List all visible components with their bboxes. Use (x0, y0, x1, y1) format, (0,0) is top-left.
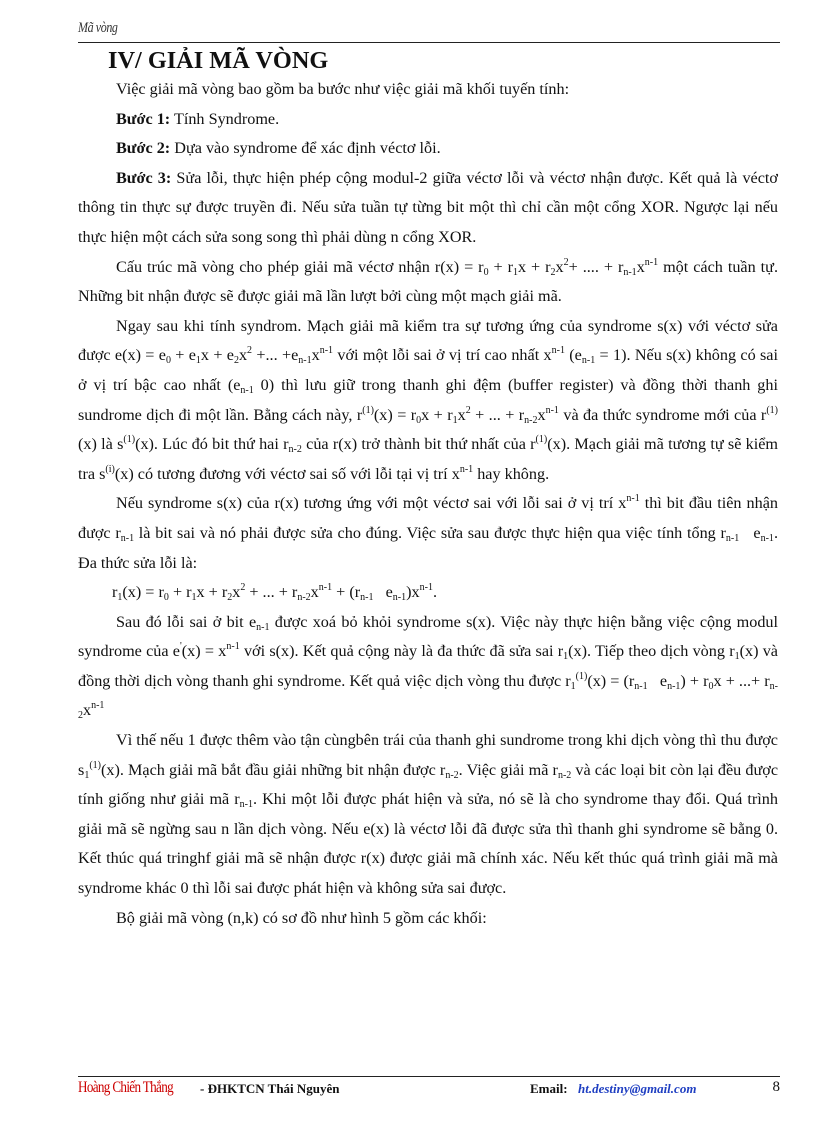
step-3-text: Sửa lỗi, thực hiện phép cộng modul-2 giữa véctơ lỗi và véctơ nhận được. Kết quả là véctơ thông tin thực sự được truyền đi. Nếu sửa tuần tự từng bit một thì chỉ cần một cổng XOR. Ngược lại nếu thực hiện một cách sửa song song thì phải dùng n cổng XOR. (78, 168, 778, 246)
running-header: Mã vòng (78, 20, 118, 36)
footer-school: - ĐHKTCN Thái Nguyên (200, 1081, 340, 1096)
step-2-text: Dựa vào syndrome để xác định véctơ lỗi. (170, 139, 441, 158)
step-1-text: Tính Syndrome. (170, 109, 280, 128)
step-2-label: Bước 2: (116, 139, 171, 158)
page-content (78, 46, 778, 933)
syndrome-paragraph: Nếu syndrome s(x) của r(x) tương ứng với một véctơ sai với lỗi sai ở vị trí $x^{n-1}$ thì bit đầu tiên nhận được $r_{n-1}$ là bit sai và nó phải được sửa cho đúng. Việc sửa sau được thực hiện qua việc tính tổng $r_{n-1}$ $e_{n-1}$. Đa thức sửa lỗi là: (78, 493, 778, 572)
structure-paragraph: Cấu trúc mã vòng cho phép giải mã véctơ nhận $r(x) = r_0 + r_1x + r_2x^2+$ .... + $r_{n-1}x^{n-1}$ một cách tuần tự. Những bit nhận được sẽ được giải mã lần lượt bởi cùng một mạch giải mã. (78, 256, 778, 306)
footer-author: Hoàng Chiến Thắng (78, 1079, 174, 1096)
footer-email-link[interactable]: ht.destiny@gmail.com (578, 1081, 697, 1096)
intro-paragraph: Việc giải mã vòng bao gồm ba bước như việc giải mã khối tuyến tính: (116, 80, 570, 98)
header-rule (78, 42, 780, 43)
step-1-paragraph (78, 105, 778, 135)
therefore-paragraph: Vì thế nếu 1 được thêm vào tận cùngbên trái của thanh ghi sundrome trong khi dịch vòng thì thu được $s_1^{(1)}(x)$. Mạch giải mã bắt đầu giải những bit nhận được $r_{n-2}$. Việc giải mã $r_{n-2}$ và các loại bit còn lại đều được tính giống như giải mã $r_{n-1}$. Khi một lỗi được phát hiện và sửa, nó sẽ là cho syndrome thay đổi. Quá trình giải mã sẽ ngừng sau n lần dịch vòng. Nếu e(x) là véctơ lỗi đã được sửa thì thanh ghi syndrome sẽ bằng 0. Kết thúc quá tringhf giải mã sẽ nhận được r(x) được giải mã chính xác. Nếu kết thúc quá trình giải mã mà syndrome khác 0 thì lỗi sai được phát hiện và không sửa sai được. (78, 731, 779, 898)
page-number: 8 (772, 1079, 780, 1095)
step-3-paragraph (78, 164, 778, 253)
block-paragraph: Bộ giải mã vòng (n,k) có sơ đồ như hình 5 gồm các khối: (116, 908, 487, 927)
footer-email-label: Email: (530, 1081, 568, 1096)
right-after-paragraph: Ngay sau khi tính syndrom. Mạch giải mã kiểm tra sự tương ứng của syndrome s(x) với véctơ sửa được $e(x) = e_0 + e_1x + e_2x^2$ +... $+e_{n-1}x^{n-1}$ với một lỗi sai ở vị trí cao nhất $x^{n-1}$ $(e_{n-1} = 1)$. Nếu s(x) không có sai ở vị trí bậc cao nhất ($e_{n-1}$ 0) thì lưu giữ trong thanh ghi đệm (buffer register) và đồng thời thanh ghi sundrome dịch đi một lần. Bằng cách này, $r^{(1)}(x) = r_0x + r_1x^2$ + ... + $r_{n-2}x^{n-1}$ và đa thức syndrome mới của $r^{(1)}(x)$ là $s^{(1)}(x)$. Lúc đó bit thứ hai $r_{n-2}$ của r(x) trở thành bit thứ nhất của $r^{(1)}(x)$. Mạch giải mã tương tự sẽ kiểm tra $s^{(i)}(x)$ có tương đương với véctơ sai số với lỗi tại vị trí $x^{n-1}$ hay không. (78, 316, 779, 483)
section-heading: IV/ GIẢI MÃ VÒNG (108, 47, 329, 74)
footer-rule (78, 1076, 780, 1077)
page-footer (78, 1079, 780, 1099)
correction-equation: $r_1(x) = r_0 + r_1x + r_2x^2$ + ... + $r_{n-2}x^{n-1} + (r_{n-1}$ $e_{n-1})x^{n-1}$. (112, 582, 437, 604)
step-1-label: Bước 1: (116, 109, 171, 128)
step-3-label: Bước 3: (116, 168, 172, 187)
step-2-paragraph (78, 134, 778, 164)
after-paragraph: Sau đó lỗi sai ở bit $e_{n-1}$ được xoá bỏ khỏi syndrome s(x). Việc này thực hiện bằng việc cộng modul syndrome của $e'(x) = x^{n-1}$ với s(x). Kết quả cộng này là đa thức đã sửa sai $r_1(x)$. Tiếp theo dịch vòng $r_1(x)$ và đồng thời dịch vòng thanh ghi syndrome. Kết quả việc dịch vòng thu được $r_1^{(1)}(x) = (r_{n-1}$ $e_{n-1}) + r_0x$ + ...+ $r_{n-2}x^{n-1}$ (78, 612, 779, 722)
